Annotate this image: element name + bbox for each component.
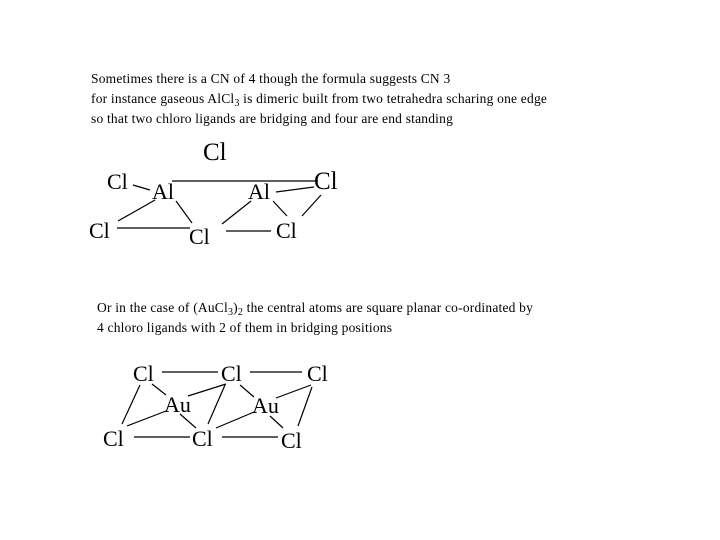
atom-au-right: Au [252, 393, 279, 418]
atom-al-right: Al [248, 179, 270, 204]
intro-line-2-start: for instance gaseous AlCl [91, 91, 235, 106]
atom-cl-left-lower: Cl [89, 218, 110, 243]
intro-line-2-end: is dimeric built from two tetrahedra scharing one edge [239, 91, 548, 106]
gold-line-1-paren: ) [233, 300, 238, 315]
gold-line-1-subscript-1: 3 [227, 307, 234, 318]
atom-al-left: Al [152, 179, 174, 204]
bond-top-right-cl-bottom-right [298, 387, 312, 426]
atom-cl-top-left: Cl [133, 361, 154, 386]
gold-line-1-end: the central atoms are square planar co-ordinated by [243, 300, 534, 315]
bond-au-right-top-right [276, 385, 311, 398]
bond-au-left-cl-bottom-left [127, 411, 166, 426]
atom-au-left: Au [164, 392, 191, 417]
intro-line-2-subscript: 3 [234, 98, 240, 109]
gold-line-2: 4 chloro ligands with 2 of them in bridging positions [97, 320, 393, 335]
atom-cl-top-right: Cl [307, 361, 328, 386]
bond-au-right-cl-bottom-mid [216, 412, 254, 428]
atom-cl-right-lower: Cl [276, 218, 297, 243]
atom-cl-bottom-left: Cl [103, 426, 124, 451]
atom-cl-bottom: Cl [189, 224, 210, 249]
atom-cl-bottom-right: Cl [281, 428, 302, 453]
gold-line-1-subscript-2: 2 [237, 307, 244, 318]
intro-line-1: Sometimes there is a CN of 4 though the formula suggests CN 3 [91, 71, 451, 86]
atom-cl-top-mid: Cl [221, 361, 242, 386]
atom-cl-right-upper: Cl [314, 168, 338, 195]
bond-top-left-cl-bottom-left [122, 385, 140, 424]
atom-cl-left-upper: Cl [107, 169, 128, 194]
atom-cl-top: Cl [203, 139, 227, 166]
atom-cl-bottom-mid: Cl [192, 426, 213, 451]
intro-line-3: so that two chloro ligands are bridging and four are end standing [91, 111, 454, 126]
bond-top-mid-cl-bottom-mid [208, 385, 225, 424]
gold-line-1-start: Or in the case of (AuCl [97, 300, 228, 315]
